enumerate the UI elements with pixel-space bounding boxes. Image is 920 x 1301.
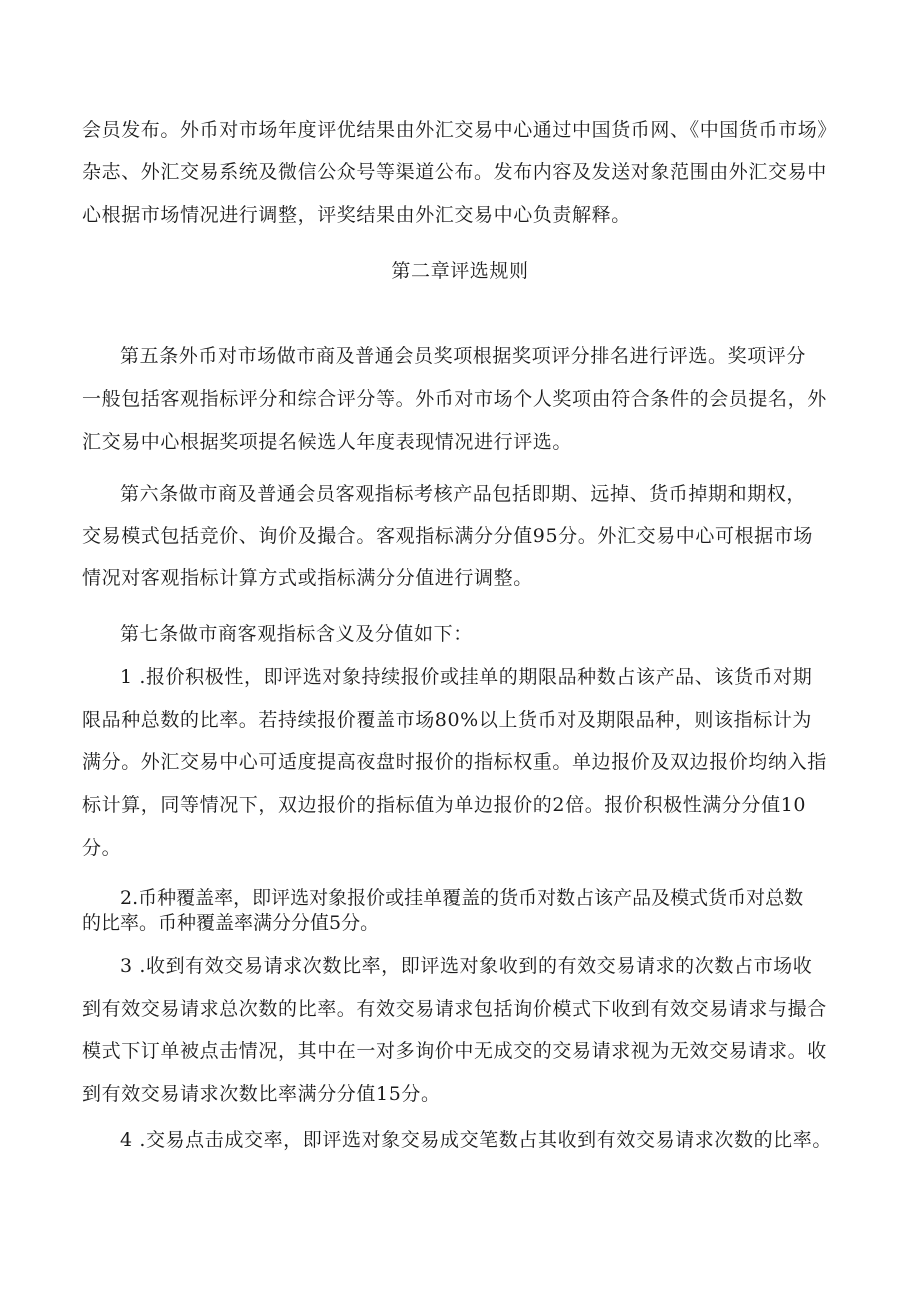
item3-line-3: 模式下订单被点击情况，其中在一对多询价中无成交的交易请求视为无效交易请求。收 [82, 1040, 827, 1062]
item1-line-1: 1 .报价积极性，即评选对象持续报价或挂单的期限品种数占该产品、该货币对期 [120, 666, 813, 688]
item1-line-4: 标计算，同等情况下，双边报价的指标值为单边报价的2倍。报价积极性满分分值10 [82, 794, 807, 816]
article6-line-1: 第六条做市商及普通会员客观指标考核产品包括即期、远掉、货币掉期和期权， [120, 483, 807, 505]
chapter-title: 第二章评选规则 [391, 260, 529, 282]
item1-line-5: 分。 [82, 837, 122, 859]
item3-line-1: 3 .收到有效交易请求次数比率，即评选对象收到的有效交易请求的次数占市场收 [120, 955, 813, 977]
intro-line-3: 心根据市场情况进行调整，评奖结果由外汇交易中心负责解释。 [82, 204, 631, 226]
article6-line-2: 交易模式包括竞价、询价及撮合。客观指标满分分值95分。外汇交易中心可根据市场 [82, 525, 813, 547]
article5-line-3: 汇交易中心根据奖项提名候选人年度表现情况进行评选。 [82, 431, 573, 453]
item3-line-2: 到有效交易请求总次数的比率。有效交易请求包括询价模式下收到有效交易请求与撮合 [82, 998, 827, 1020]
article5-line-1: 第五条外币对市场做市商及普通会员奖项根据奖项评分排名进行评选。奖项评分 [120, 345, 807, 367]
item1-line-3: 满分。外汇交易中心可适度提高夜盘时报价的指标权重。单边报价及双边报价均纳入指 [82, 751, 827, 773]
item4-line-1: 4 .交易点击成交率，即评选对象交易成交笔数占其收到有效交易请求次数的比率。 [120, 1129, 832, 1151]
item1-line-2: 限品种总数的比率。若持续报价覆盖市场80%以上货币对及期限品种，则该指标计为 [82, 709, 813, 731]
article5-line-2: 一般包括客观指标评分和综合评分等。外币对市场个人奖项由符合条件的会员提名，外 [82, 388, 827, 410]
article7-heading: 第七条做市商客观指标含义及分值如下： [120, 623, 473, 645]
intro-line-1: 会员发布。外币对市场年度评优结果由外汇交易中心通过中国货币网、《中国货币市场》 [82, 119, 837, 141]
item3-line-4: 到有效交易请求次数比率满分分值15分。 [82, 1083, 441, 1105]
article6-line-3: 情况对客观指标计算方式或指标满分分值进行调整。 [82, 567, 533, 589]
intro-line-2: 杂志、外汇交易系统及微信公众号等渠道公布。发布内容及发送对象范围由外汇交易中 [82, 161, 827, 183]
item2-line-2: 的比率。币种覆盖率满分分值5分。 [82, 912, 380, 934]
item2-line-1: 2.币种覆盖率，即评选对象报价或挂单覆盖的货币对数占该产品及模式货币对总数 [120, 887, 804, 909]
